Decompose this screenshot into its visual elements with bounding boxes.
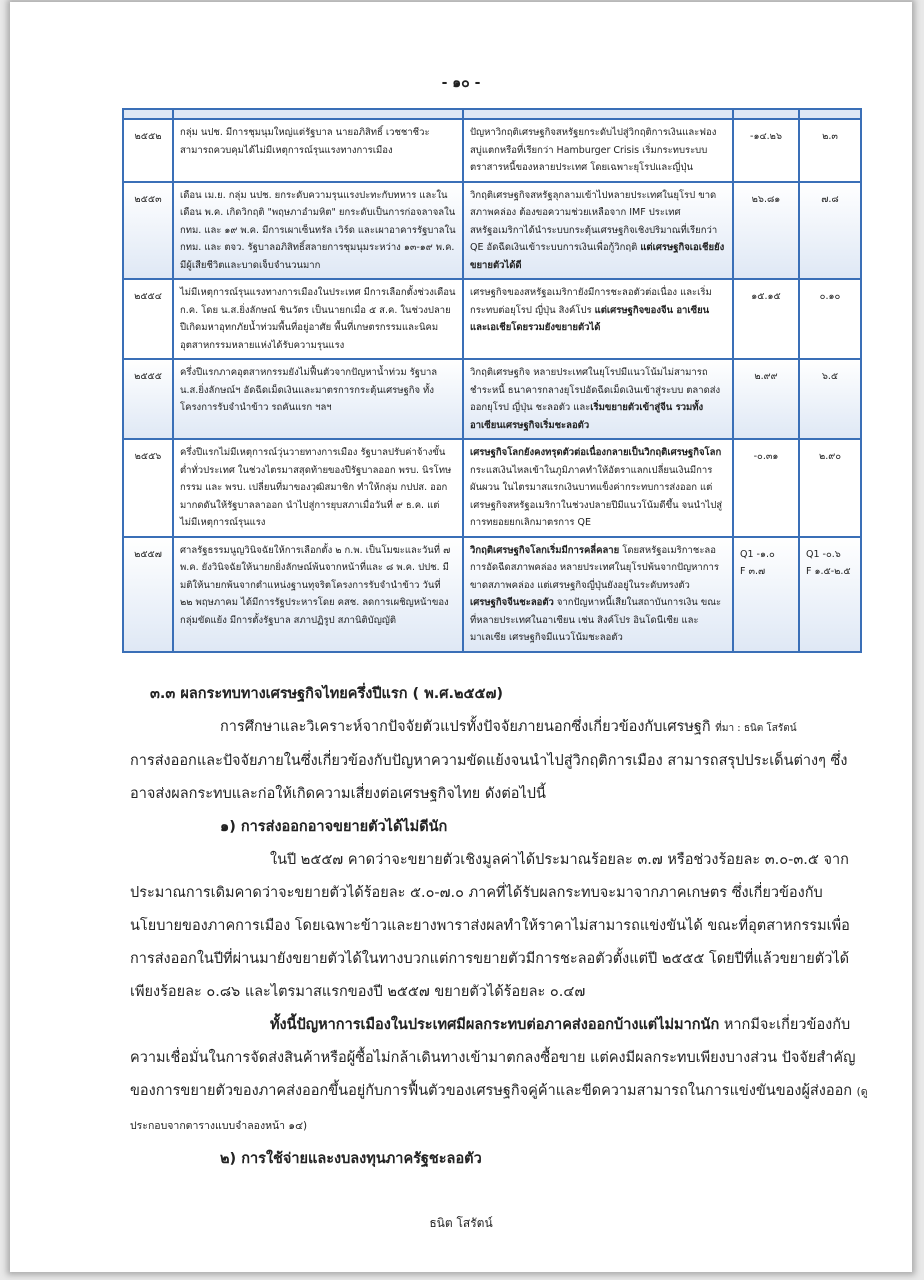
intro-text-continued: การส่งออกและปัจจัยภายในซึ่งเกี่ยวข้องกับปัญหาความขัดแย้งจนนำไปสู่วิกฤติการเมือง สามารถสรุปประเด็นต่างๆ ซึ่งอาจส่งผลกระทบและก่อให้เกิดความเสี่ยงต่อเศรษฐกิจไทย ดังต่อไปนี้ <box>130 753 848 802</box>
footer-author: ธนิต โสรัตน์ <box>429 1216 493 1230</box>
economy-text: วิกฤติเศรษฐกิจสหรัฐลุกลามเข้าไปหลายประเทศในยุโรป ขาดสภาพคล่อง ต้องขอความช่วยเหลือจาก IMF ประเทศสหรัฐอเมริกาได้นำระบบกระตุ้นเศรษฐกิจเชิงปริมาณที่เรียกว่า QE อัดฉีดเงินเข้าระบบการเงินเพื่อกู้วิกฤติ <box>470 189 718 253</box>
year-cell: ๒๕๕๓ <box>123 182 173 280</box>
source-note: ที่มา : ธนิต โสรัตน์ <box>715 723 797 734</box>
economic-timeline-table <box>122 108 862 653</box>
economy-text: กระแสเงินไหลเข้าในภูมิภาคทำให้อัตราแลกเปลี่ยนเงินมีการผันผวน ในไตรมาสแรกเงินบาทแข็งค่ากระทบการส่งออก แต่เศรษฐกิจสหรัฐอเมริกาในช่วงปลายปีมีแนวโน้มดีขึ้น จนนำไปสู่การทยอยยกเลิกมาตรการ QE <box>470 464 723 528</box>
highlight-text: ทั้งนี้ปัญหาการเมืองในประเทศมีผลกระทบต่อภาคส่งออกบ้างแต่ไม่มากนัก <box>270 1017 720 1033</box>
year-cell: ๒๕๕๗ <box>123 537 173 652</box>
table-row <box>123 359 861 439</box>
table-row <box>123 119 861 182</box>
intro-text: การศึกษาและวิเคราะห์จากปัจจัยตัวแปรทั้งปัจจัยภายนอกซึ่งเกี่ยวข้องกับเศรษฐกิ <box>220 719 711 735</box>
table-row <box>123 182 861 280</box>
politics-cell: เดือน เม.ย. กลุ่ม นปช. ยกระดับความรุนแรงปะทะกับทหาร และในเดือน พ.ค. เกิดวิกฤติ "พฤษภาอำมหิต" ยกระดับเป็นการก่อจลาจลใน กทม. และ ๑๙ พ.ค. มีการเผาเซ็นทรัล เวิร์ด และเผาอาคารรัฐบาลใน กทม. และ ตจว. รัฐบาลอภิสิทธิ์สลายการชุมนุมระหว่าง ๑๓-๑๙ พ.ค. มีผู้เสียชีวิตและบาดเจ็บจำนวนมาก <box>173 182 463 280</box>
export-growth-cell: Q1 -๑.๐ F ๓.๗ <box>733 537 799 652</box>
year-cell: ๒๕๕๕ <box>123 359 173 439</box>
year-cell: ๒๕๕๖ <box>123 439 173 537</box>
document-page <box>10 2 912 1272</box>
subheading-government-spending: ๒) การใช้จ่ายและงบลงทุนภาครัฐชะลอตัว <box>220 1151 482 1167</box>
economy-text: วิกฤติเศรษฐกิจ หลายประเทศในยุโรปมีแนวโน้มไม่สามารถชำระหนี้ ธนาคารกลางยุโรปอัดฉีดเม็ดเงินเข้าสู่ระบบ ตลาดส่งออกยุโรป ญี่ปุ่น ชะลอตัว และ <box>470 367 721 413</box>
economy-cell <box>463 182 733 280</box>
economy-highlight: เศรษฐกิจโลกยังคงทรุดตัวต่อเนื่องกลายเป็นวิกฤติเศรษฐกิจโลก <box>470 447 722 458</box>
export-growth-cell: ๒๖.๘๑ <box>733 182 799 280</box>
page-number: - ๑๐ - <box>441 75 481 91</box>
economy-cell <box>463 279 733 359</box>
intro-paragraph <box>130 711 870 811</box>
table-header-row <box>123 109 861 119</box>
gdp-growth-cell: ๐.๑๐ <box>799 279 861 359</box>
economy-text: โดยสหรัฐอเมริกาชะลอการอัดฉีดสภาพคล่อง หลายประเทศในยุโรปพ้นจากปัญหาการขาดสภาพคล่อง แต่เศรษฐกิจญี่ปุ่นยังอยู่ในระดับทรงตัว <box>470 544 719 591</box>
economy-highlight: แต่เศรษฐกิจของจีน อาเซียน และเอเชียโดยรวมยังขยายตัวได้ <box>470 304 710 333</box>
document-body <box>130 678 870 1176</box>
politics-cell: ครึ่งปีแรกภาคอุตสาหกรรมยังไม่ฟื้นตัวจากปัญหาน้ำท่วม รัฐบาล น.ส.ยิ่งลักษณ์ฯ อัดฉีดเม็ดเงินและมาตรการกระตุ้นเศรษฐกิจ ทั้งโครงการรับจำนำข้าว รถคันแรก ฯลฯ <box>173 359 463 439</box>
politics-cell: ครึ่งปีแรกไม่มีเหตุการณ์วุ่นวายทางการเมือง รัฐบาลปรับค่าจ้างขั้นต่ำทั่วประเทศ ในช่วงไตรมาสสุดท้ายของปีรัฐบาลออก พรบ. นิรโทษกรรม และ พรบ. เปลี่ยนที่มาของวุฒิสมาชิก ทำให้กลุ่ม กปปส. ออกมากดดันให้รัฐบาลลาออก นำไปสู่การยุบสภาเมื่อวันที่ ๙ ธ.ค. แต่ไม่มีเหตุการณ์รุนแรง <box>173 439 463 537</box>
gdp-growth-cell: Q1 -๐.๖ F ๑.๕-๒.๕ <box>799 537 861 652</box>
economy-highlight: เริ่มขยายตัวเข้าสู่จีน รวมทั้งอาเซียนเศรษฐกิจเริ่มชะลอตัว <box>470 402 704 431</box>
economy-highlight: แต่เศรษฐกิจเอเชียยังขยายตัวได้ดี <box>470 242 725 271</box>
economy-cell <box>463 537 733 652</box>
economy-highlight: วิกฤติเศรษฐกิจโลกเริ่มมีการคลี่คลาย <box>470 544 620 556</box>
table-row <box>123 279 861 359</box>
gdp-growth-cell: ๒.๓ <box>799 119 861 182</box>
year-cell: ๒๕๕๔ <box>123 279 173 359</box>
subheading-exports: ๑) การส่งออกอาจขยายตัวได้ไม่ดีนัก <box>220 819 448 835</box>
export-growth-cell: ๒.๙๙ <box>733 359 799 439</box>
economy-text: จากปัญหาหนี้เสียในสถาบันการเงิน ขณะที่หลายประเทศในอาเซียน เช่น สิงค์โปร อินโดนีเซีย และมาเลเซีย เศรษฐกิจมีแนวโน้มชะลอตัว <box>470 597 722 643</box>
economy-cell <box>463 359 733 439</box>
economy-text: ปัญหาวิกฤติเศรษฐกิจสหรัฐยกระดับไปสู่วิกฤติการเงินและฟองสบู่แตกหรือที่เรียกว่า Hamburger Crisis เริ่มกระทบระบบตราสารหนี้ของหลายประเทศ โดยเฉพาะยุโรปและญี่ปุ่น <box>470 127 717 173</box>
export-growth-cell: -๑๔.๒๖ <box>733 119 799 182</box>
table-row <box>123 537 861 652</box>
economy-cell <box>463 439 733 537</box>
gdp-growth-cell: ๒.๙๐ <box>799 439 861 537</box>
table-reference: (ดูประกอบจากตารางแบบจำลองหน้า ๑๔) <box>130 1086 868 1132</box>
economy-text: เศรษฐกิจของสหรัฐอเมริกายังมีการชะลอตัวต่อเนื่อง และเริ่มกระทบต่อยุโรป ญี่ปุ่น สิงค์โปร <box>470 287 712 316</box>
table-row <box>123 439 861 537</box>
paragraph-text: หากมีจะเกี่ยวข้องกับความเชื่อมั่นในการจัดส่งสินค้าหรือผู้ซื้อไม่กล้าเดินทางเข้ามาตกลงซื้อขาย แต่คงมีผลกระทบเพียงบางส่วน ปัจจัยสำคัญของการขยายตัวของภาคส่งออกขึ้นอยู่กับการฟื้นตัวของเศรษฐกิจคู่ค้าและขีดความสามารถในการแข่งขันของผู้ส่งออก <box>130 1017 857 1099</box>
year-cell: ๒๕๕๒ <box>123 119 173 182</box>
gdp-growth-cell: ๗.๘ <box>799 182 861 280</box>
politics-cell: ศาลรัฐธรรมนูญวินิจฉัยให้การเลือกตั้ง ๒ ก.พ. เป็นโมฆะและวันที่ ๗ พ.ค. ยังวินิจฉัยให้นายกยิ่งลักษณ์พ้นจากหน้าที่และ ๘ พ.ค. ปปช. มีมติให้นายกพ้นจากตำแหน่งฐานทุจริตโครงการรับจำนำข้าว วันที่ ๒๒ พฤษภาคม ได้มีการรัฐประหารโดย คสช. ลดการเผชิญหน้าของกลุ่มขัดแย้ง มีการตั้งรัฐบาล สภาปฏิรูป สภานิติบัญญัติ <box>173 537 463 652</box>
politics-impact-paragraph <box>130 1009 870 1143</box>
gdp-growth-cell: ๖.๕ <box>799 359 861 439</box>
politics-cell: ไม่มีเหตุการณ์รุนแรงทางการเมืองในประเทศ มีการเลือกตั้งช่วงเดือน ก.ค. โดย น.ส.ยิ่งลักษณ์ ชินวัตร เป็นนายกเมื่อ ๕ ส.ค. ในช่วงปลายปีเกิดมหาอุทกภัยน้ำท่วมพื้นที่อยู่อาศัย พื้นที่เกษตรกรรมและนิคมอุตสาหกรรมหลายแห่งได้รับความรุนแรง <box>173 279 463 359</box>
export-growth-cell: -๐.๓๑ <box>733 439 799 537</box>
section-heading: ๓.๓ ผลกระทบทางเศรษฐกิจไทยครึ่งปีแรก ( พ.ศ.๒๕๕๗) <box>150 686 504 702</box>
politics-cell: กลุ่ม นปช. มีการชุมนุมใหญ่แต่รัฐบาล นายอภิสิทธิ์ เวชชาชีวะ สามารถควบคุมได้ไม่มีเหตุการณ์รุนแรงทางการเมือง <box>173 119 463 182</box>
export-growth-cell: ๑๕.๑๕ <box>733 279 799 359</box>
economy-cell <box>463 119 733 182</box>
exports-paragraph: ในปี ๒๕๕๗ คาดว่าจะขยายตัวเชิงมูลค่าได้ประมาณร้อยละ ๓.๗ หรือช่วงร้อยละ ๓.๐-๓.๕ จากประมาณการเดิมคาดว่าจะขยายตัวได้ร้อยละ ๕.๐-๗.๐ ภาคที่ได้รับผลกระทบจะมาจากภาคเกษตร ซึ่งเกี่ยวข้องกับนโยบายของภาคการเมือง โดยเฉพาะข้าวและยางพาราส่งผลทำให้ราคาไม่สามารถแข่งขันได้ ขณะที่อุตสาหกรรมเพื่อการส่งออกในปีที่ผ่านมายังขยายตัวได้ในทางบวกแต่การขยายตัวมีการชะลอตัวตั้งแต่ปี ๒๕๕๕ โดยปีที่แล้วขยายตัวได้เพียงร้อยละ ๐.๘๖ และไตรมาสแรกของปี ๒๕๕๗ ขยายตัวได้ร้อยละ ๐.๔๗ <box>130 852 850 1000</box>
economy-highlight: เศรษฐกิจจีนชะลอตัว <box>470 597 554 608</box>
